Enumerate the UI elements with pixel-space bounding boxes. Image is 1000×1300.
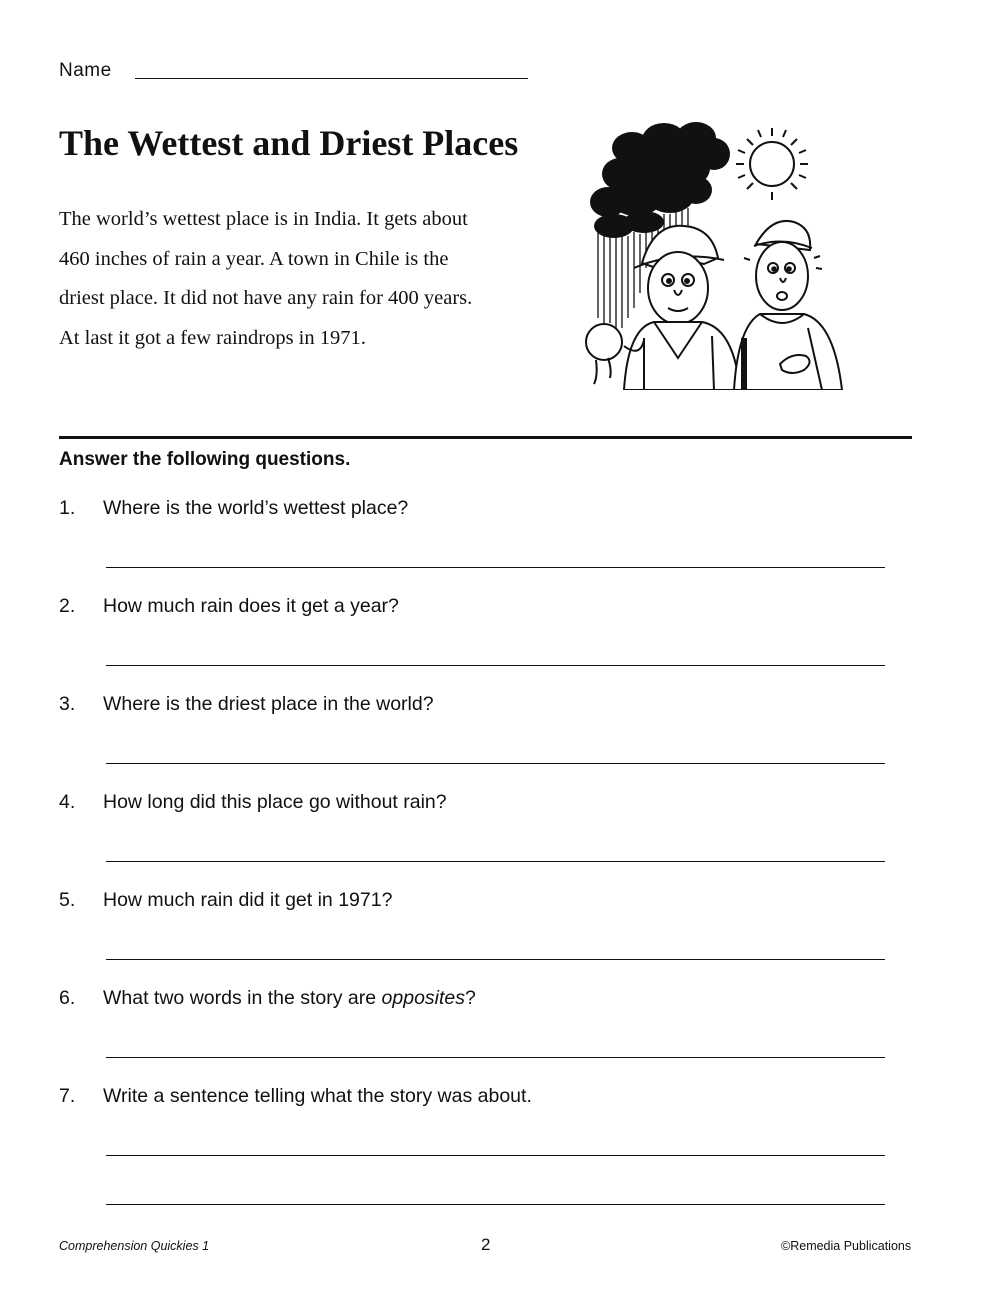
story-paragraph <box>59 200 529 358</box>
footer-book-title: Comprehension Quickies 1 <box>59 1239 210 1253</box>
story-line: driest place. It did not have any rain for 400 years. <box>59 287 473 309</box>
answer-line[interactable] <box>106 1155 885 1156</box>
question-number: 6. <box>59 987 76 1009</box>
answer-line[interactable] <box>106 665 885 666</box>
dry-man-icon <box>734 221 842 390</box>
footer-copyright: ©Remedia Publications <box>781 1239 912 1253</box>
instructions-heading: Answer the following questions. <box>59 449 351 470</box>
question-emphasis: opposites <box>381 987 466 1009</box>
question-text: How long did this place go without rain? <box>103 791 447 813</box>
question-number: 1. <box>59 497 76 519</box>
question-text-part: ? <box>465 987 476 1009</box>
question-number: 7. <box>59 1085 76 1107</box>
sun-icon <box>736 128 808 200</box>
story-line: The world’s wettest place is in India. It gets about <box>59 208 468 230</box>
name-answer-line[interactable] <box>135 78 528 79</box>
answer-line[interactable] <box>106 567 885 568</box>
question-number: 2. <box>59 595 76 617</box>
question-text: Write a sentence telling what the story was about. <box>103 1085 532 1107</box>
question-number: 5. <box>59 889 76 911</box>
answer-line[interactable] <box>106 861 885 862</box>
storm-cloud-icon <box>590 122 730 238</box>
worksheet-title: The Wettest and Driest Places <box>59 123 519 163</box>
question-text-part: What two words in the story are <box>103 987 382 1009</box>
section-divider <box>59 436 912 439</box>
question-text: How much rain did it get in 1971? <box>103 889 393 911</box>
question-text: Where is the driest place in the world? <box>103 693 434 715</box>
answer-line[interactable] <box>106 763 885 764</box>
name-label: Name <box>59 60 112 81</box>
question-number: 4. <box>59 791 76 813</box>
rain-and-sun-cartoon-icon <box>584 118 852 390</box>
question-text: Where is the world’s wettest place? <box>103 497 409 519</box>
question-text: How much rain does it get a year? <box>103 595 399 617</box>
story-line: At last it got a few raindrops in 1971. <box>59 326 366 349</box>
story-line: 460 inches of rain a year. A town in Chile is the <box>59 247 449 270</box>
page-number: 2 <box>481 1235 491 1254</box>
answer-line[interactable] <box>106 1057 885 1058</box>
answer-line[interactable] <box>106 959 885 960</box>
answer-line[interactable] <box>106 1204 885 1205</box>
question-text <box>103 987 476 1010</box>
wet-man-icon <box>586 226 740 390</box>
question-number: 3. <box>59 693 76 715</box>
